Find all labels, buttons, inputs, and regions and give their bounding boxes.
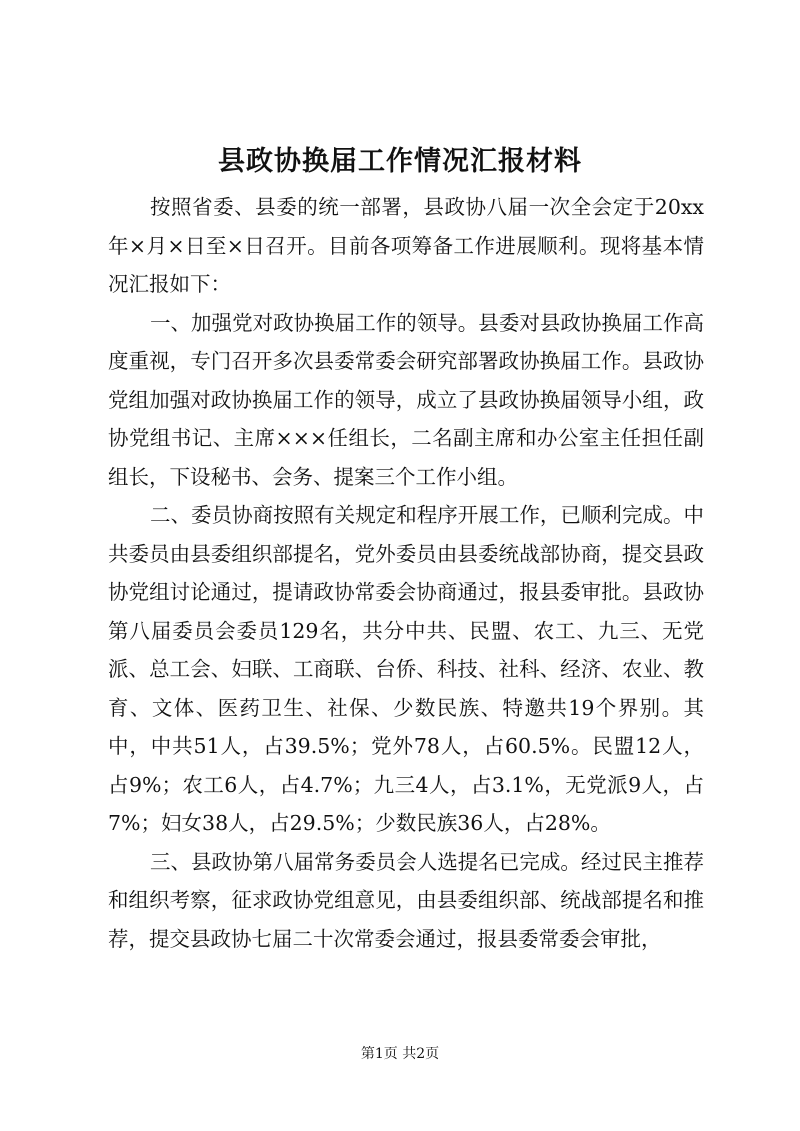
document-title: 县政协换届工作情况汇报材料 [218, 146, 582, 177]
page-number-footer: 第1页 共2页 [360, 1046, 440, 1062]
document-body [108, 188, 704, 958]
paragraph-intro: 按照省委、县委的统一部署，县政协八届一次全会定于20xx年×月×日至×日召开。目前各项筹备工作进展顺利。现将基本情况汇报如下： [108, 195, 704, 296]
paragraph-section-2: 二、委员协商按照有关规定和程序开展工作，已顺利完成。中共委员由县委组织部提名，党外委员由县委统战部协商，提交县政协党组讨论通过，提请政协常委会协商通过，报县委审批。县政协第八届委员会委员129名，共分中共、民盟、农工、九三、无党派、总工会、妇联、工商联、台侨、科技、社科、经济、农业、教育、文体、医药卫生、社保、少数民族、特邀共19个界别。其中，中共51人，占39.5%；党外78人，占60.5%。民盟12人，占9%；农工6人，占4.7%；九三4人，占3.1%，无党派9人，占7%；妇女38人，占29.5%；少数民族36人，占28%。 [108, 503, 704, 835]
paragraph-section-1: 一、加强党对政协换届工作的领导。县委对县政协换届工作高度重视，专门召开多次县委常委会研究部署政协换届工作。县政协党组加强对政协换届工作的领导，成立了县政协换届领导小组，政协党组书记、主席×××任组长，二名副主席和办公室主任担任副组长，下设秘书、会务、提案三个工作小组。 [108, 310, 704, 489]
paragraph-section-3: 三、县政协第八届常务委员会人选提名已完成。经过民主推荐和组织考察，征求政协党组意见，由县委组织部、统战部提名和推荐，提交县政协七届二十次常委会通过，报县委常委会审批， [108, 849, 704, 951]
